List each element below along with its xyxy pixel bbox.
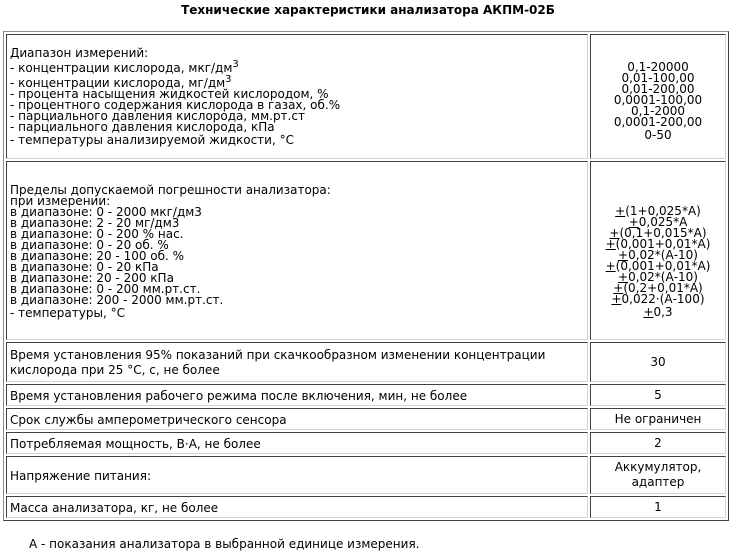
error-item-label: в диапазоне: 2 - 20 мг/дм3 [10,215,180,230]
error-item-value: +(0,001+0,01*А) [605,236,711,251]
power-consumption-value: 2 [590,432,726,454]
range-label-cell [6,34,588,159]
range-item-value: 0,0001-100,00 [613,92,703,107]
range-value-cell [590,34,726,159]
range-item-label: - процента насыщения жидкостей кислородом, % [10,86,329,101]
range-heading: Диапазон измерений: [10,45,149,60]
error-item-value: +0,025*А [628,214,688,229]
table-row [6,432,726,454]
range-item-label: - температуры анализируемой жидкости, °С [10,132,294,147]
error-subheading: при измерении: [10,193,111,208]
range-item-value: 0,1-20000 [627,59,689,74]
range-item-value: 0,01-200,00 [621,81,695,96]
error-item-label: в диапазоне: 0 - 2000 мкг/дм3 [10,204,202,219]
error-value-cell [590,161,726,340]
warmup-time-label: Время установления рабочего режима после включения, мин, не более [6,384,588,406]
error-item-value: +(0,2+0,01*А) [613,280,703,295]
error-item-label: - температуры, °С [10,305,125,320]
range-item-value: 0,0001-200,00 [613,114,703,129]
range-item-label: - процентного содержания кислорода в газах, об.% [10,97,341,112]
error-item-label: в диапазоне: 200 - 2000 мм.рт.ст. [10,292,224,307]
supply-voltage-label: Напряжение питания: [6,456,588,494]
range-item-value: 0,01-100,00 [621,70,695,85]
error-item-label: в диапазоне: 0 - 20 кПа [10,259,159,274]
error-item-label: в диапазоне: 20 - 200 кПа [10,270,174,285]
power-consumption-label: Потребляемая мощность, В·А, не более [6,432,588,454]
range-item-label: - концентрации кислорода, мкг/$дм^3$ [10,58,239,75]
table-row [6,342,726,382]
error-item-value: +0,02*(А-10) [618,247,698,262]
error-item-label: в диапазоне: 20 - 100 об. % [10,248,185,263]
error-item-label: в диапазоне: 0 - 20 об. % [10,237,169,252]
mass-value: 1 [590,496,726,518]
table-row [6,408,726,430]
error-item-value: +0,02*(А-10) [618,269,698,284]
response-time-label: Время установления 95% показаний при скачкообразном изменении концентрации кислорода при 25 °С, с, не более [6,342,588,382]
specs-table [3,31,729,521]
response-time-value: 30 [590,342,726,382]
error-item-label: в диапазоне: 0 - 200 мм.рт.ст. [10,281,201,296]
table-row [6,496,726,518]
warmup-time-value: 5 [590,384,726,406]
range-item-label: - концентрации кислорода, $мг/дм^3$ [10,73,232,90]
error-item-value: +(0,1+0,015*А) [609,225,707,240]
table-row [6,34,726,159]
range-item-value: 0,1-2000 [631,103,685,118]
table-row [6,384,726,406]
supply-voltage-value: Аккумулятор, адаптер [590,456,726,494]
error-item-value: +(0,001+0,01*А) [605,258,711,273]
error-label-cell [6,161,588,340]
sensor-life-value: Не ограничен [590,408,726,430]
footnote: А - показания анализатора в выбранной единице измерения. [29,537,420,551]
sensor-life-label: Срок службы амперометрического сенсора [6,408,588,430]
table-row [6,161,726,340]
table-row [6,456,726,494]
range-item-label: - парциального давления кислорода, мм.рт.ст [10,108,305,123]
error-item-label: в диапазоне: 0 - 200 % нас. [10,226,184,241]
error-item-value: +(1+0,025*А) [615,203,701,218]
range-item-label: - парциального давления кислорода, кПа [10,119,275,134]
error-item-value: +0,3 [643,304,673,319]
mass-label: Масса анализатора, кг, не более [6,496,588,518]
error-heading: Пределы допускаемой погрешности анализатора: [10,182,331,197]
page-title: Технические характеристики анализатора АКПМ-02Б [181,3,555,17]
range-item-value: 0-50 [644,127,672,142]
error-item-value: +0,022·(А-100) [611,291,705,306]
